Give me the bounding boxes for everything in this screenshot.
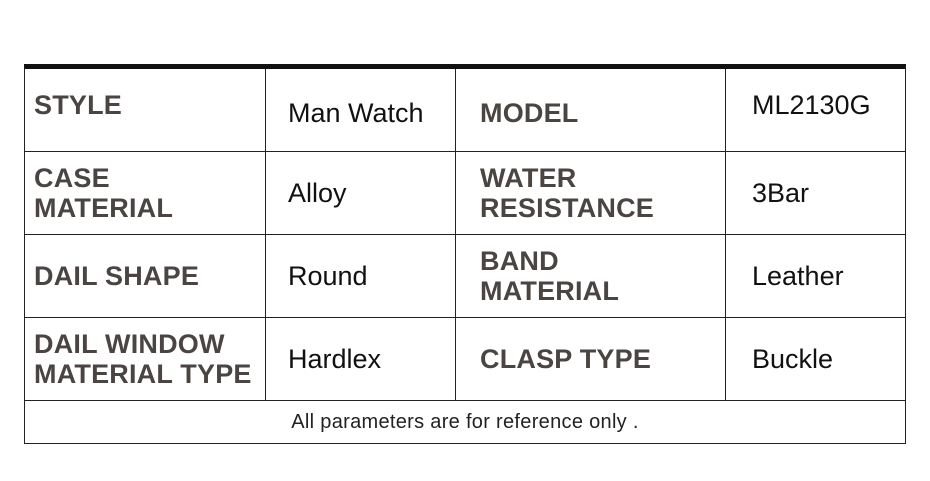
water-resistance-value: 3Bar — [752, 178, 810, 208]
label-cell — [456, 235, 726, 317]
label-cell — [456, 152, 726, 234]
table-row — [25, 318, 905, 401]
water-resistance-label: WATER RESISTANCE — [480, 163, 655, 223]
band-material-label: BAND MATERIAL — [480, 246, 620, 306]
case-material-value: Alloy — [288, 178, 347, 208]
label-cell — [25, 318, 266, 400]
style-value: Man Watch — [288, 98, 424, 128]
label-cell — [25, 235, 266, 317]
spec-table — [24, 64, 906, 444]
style-label: STYLE — [34, 90, 123, 120]
clasp-type-value: Buckle — [752, 344, 834, 374]
case-material-label: CASE MATERIAL — [34, 163, 174, 223]
model-label: MODEL — [480, 98, 579, 128]
value-cell — [266, 152, 456, 234]
label-cell — [456, 318, 726, 400]
dail-window-material-label: DAIL WINDOW MATERIAL TYPE — [34, 329, 252, 389]
model-value: ML2130G — [752, 90, 871, 120]
table-row — [25, 235, 905, 318]
clasp-type-label: CLASP TYPE — [480, 344, 652, 374]
dail-window-material-value: Hardlex — [288, 344, 382, 374]
value-cell — [726, 318, 905, 400]
value-cell — [266, 69, 456, 151]
value-cell — [266, 235, 456, 317]
value-cell — [726, 69, 905, 151]
dail-shape-value: Round — [288, 261, 368, 291]
label-cell — [456, 69, 726, 151]
table-row — [25, 152, 905, 235]
value-cell — [726, 152, 905, 234]
band-material-value: Leather — [752, 261, 844, 291]
label-cell — [25, 69, 266, 151]
value-cell — [726, 235, 905, 317]
table-row — [25, 69, 905, 152]
reference-note: All parameters are for reference only . — [291, 411, 639, 433]
dail-shape-label: DAIL SHAPE — [34, 261, 200, 291]
label-cell — [25, 152, 266, 234]
value-cell — [266, 318, 456, 400]
